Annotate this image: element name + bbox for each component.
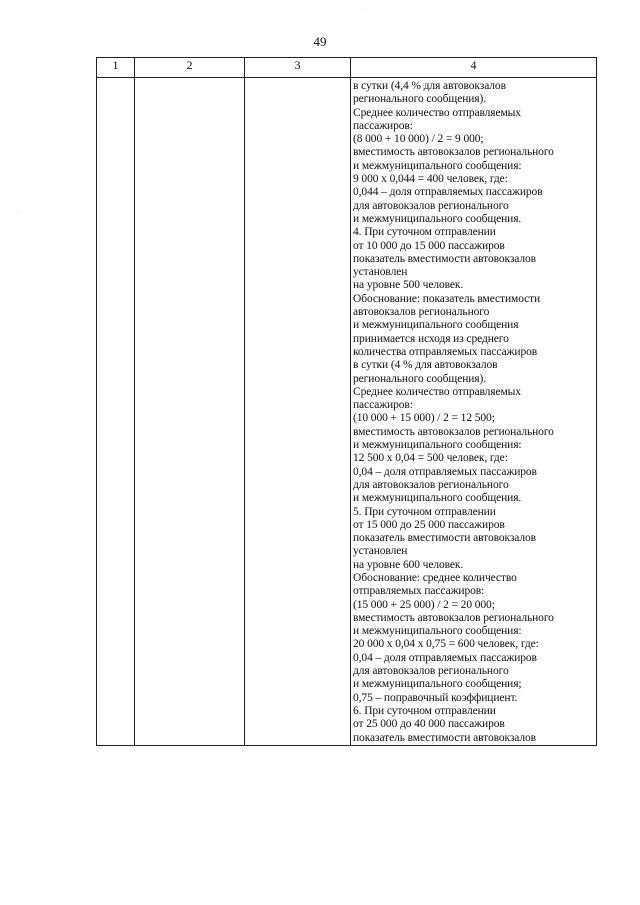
- text-line: принимается исходя из среднего: [353, 332, 509, 345]
- text-line: пассажиров:: [353, 399, 413, 412]
- text-line: установлен: [353, 545, 408, 558]
- text-line: 20 000 х 0,04 х 0,75 = 600 человек, где:: [353, 638, 539, 651]
- text-line: 0,04 – доля отправляемых пассажиров: [353, 465, 537, 478]
- table-row: [97, 78, 597, 746]
- text-line: автовокзалов регионального: [353, 306, 490, 319]
- text-line: (10 000 + 15 000) / 2 = 12 500;: [353, 412, 495, 425]
- text-line: вместимость автовокзалов регионального: [353, 146, 554, 159]
- text-line: 0,04 – доля отправляемых пассажиров: [353, 651, 537, 664]
- text-line: Среднее количество отправляемых: [353, 385, 521, 398]
- text-line: регионального сообщения).: [353, 93, 486, 106]
- text-line: в сутки (4,4 % для автовокзалов: [353, 80, 506, 92]
- text-line: на уровне 500 человек.: [353, 279, 464, 292]
- text-line: пассажиров:: [353, 119, 413, 132]
- text-line: отправляемых пассажиров:: [353, 585, 485, 598]
- text-line: регионального сообщения).: [353, 372, 486, 385]
- text-line: в сутки (4 % для автовокзалов: [353, 359, 498, 372]
- column-header: 3: [245, 58, 351, 78]
- text-line: (15 000 + 25 000) / 2 = 20 000;: [353, 598, 495, 611]
- text-line: Среднее количество отправляемых: [353, 106, 521, 119]
- text-line: и межмуниципального сообщения.: [353, 492, 522, 505]
- text-line: (8 000 + 10 000) / 2 = 9 000;: [353, 133, 484, 146]
- text-line: и межмуниципального сообщения;: [353, 678, 522, 691]
- text-line: показатель вместимости автовокзалов: [353, 532, 536, 545]
- table-header-row: [97, 58, 597, 78]
- text-line: и межмуниципального сообщения:: [353, 159, 522, 172]
- data-table: [96, 57, 597, 746]
- text-line: 5. При суточном отправлении: [353, 505, 496, 518]
- text-line: 9 000 х 0,044 = 400 человек, где:: [353, 173, 508, 186]
- text-line: вместимость автовокзалов регионального: [353, 425, 554, 438]
- text-line: 4. При суточном отправлении: [353, 226, 496, 239]
- column-header: 1: [97, 58, 135, 78]
- text-line: 6. При суточном отправлении: [353, 704, 496, 717]
- text-line: и межмуниципального сообщения.: [353, 212, 522, 225]
- scan-speck: ·: [18, 210, 20, 216]
- text-line: для автовокзалов регионального: [353, 478, 509, 491]
- text-line: установлен: [353, 266, 408, 279]
- table-cell-col1: [97, 78, 135, 746]
- text-line: вместимость автовокзалов регионального: [353, 611, 554, 624]
- text-line: на уровне 600 человек.: [353, 558, 464, 571]
- table-cell-col3: [245, 78, 351, 746]
- scan-speck: · ·: [360, 8, 366, 14]
- text-line: 0,044 – доля отправляемых пассажиров: [353, 186, 543, 199]
- page-number: 49: [313, 34, 327, 49]
- table-cell-col4: [351, 78, 597, 746]
- text-line: показатель вместимости автовокзалов: [353, 731, 536, 744]
- text-line: и межмуниципального сообщения:: [353, 439, 522, 452]
- text-line: Обоснование: среднее количество: [353, 571, 517, 584]
- text-line: и межмуниципального сообщения: [353, 319, 519, 332]
- text-line: количества отправляемых пассажиров: [353, 345, 538, 358]
- text-line: 12 500 х 0,04 = 500 человек, где:: [353, 452, 508, 465]
- column-header: 4: [351, 58, 597, 78]
- text-line: и межмуниципального сообщения:: [353, 625, 522, 638]
- text-line: для автовокзалов регионального: [353, 199, 509, 212]
- text-line: 0,75 – поправочный коэффициент.: [353, 691, 518, 704]
- text-line: Обоснование: показатель вместимости: [353, 292, 541, 305]
- text-line: от 25 000 до 40 000 пассажиров: [353, 718, 505, 731]
- text-line: для автовокзалов регионального: [353, 665, 509, 678]
- text-line: показатель вместимости автовокзалов: [353, 252, 536, 265]
- text-line: от 15 000 до 25 000 пассажиров: [353, 518, 505, 531]
- text-line: от 10 000 до 15 000 пассажиров: [353, 239, 505, 252]
- table-cell-col2: [135, 78, 245, 746]
- column-header: 2: [135, 58, 245, 78]
